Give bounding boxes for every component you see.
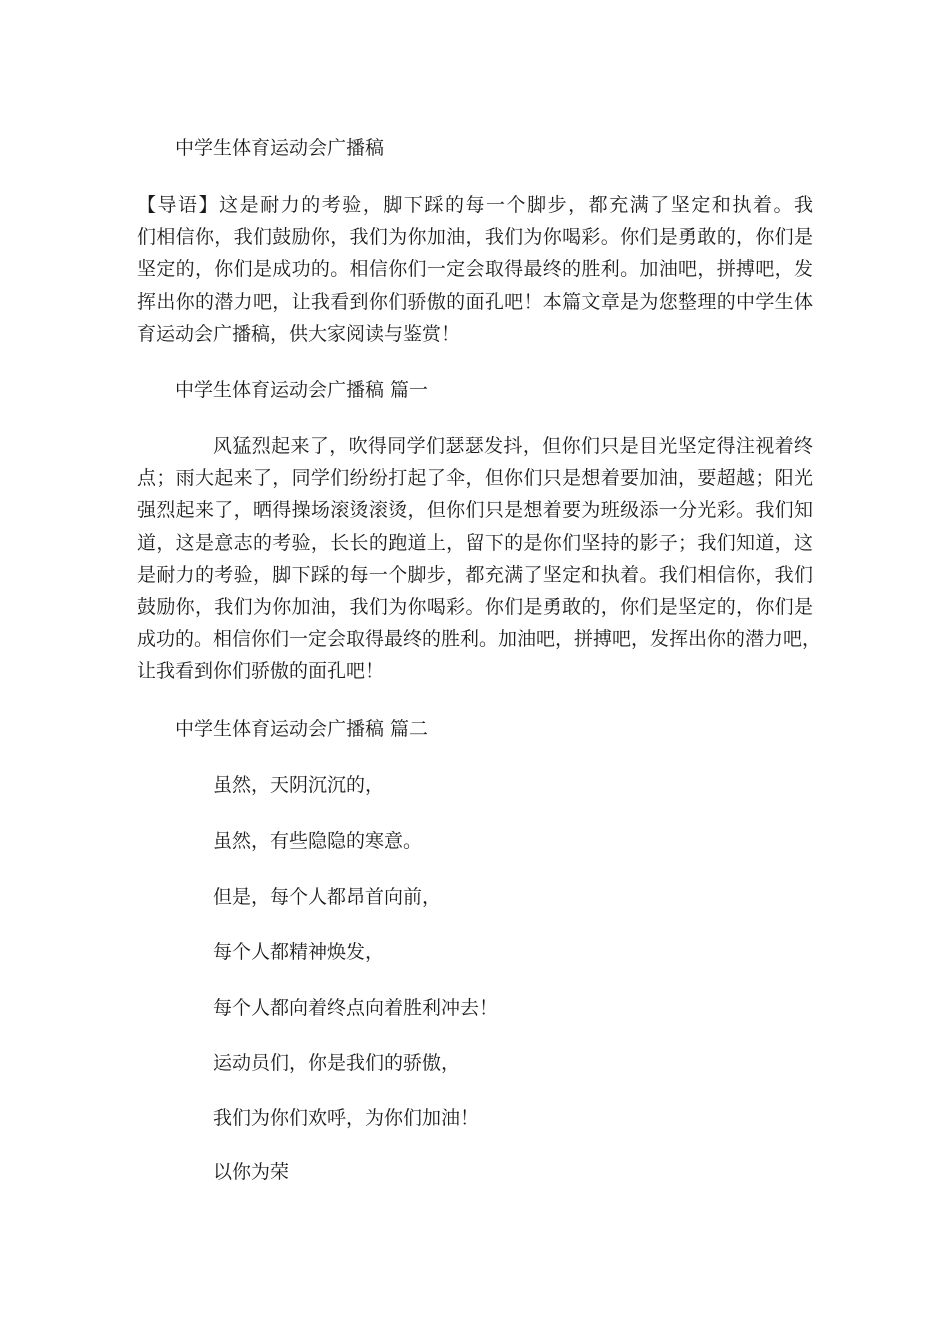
section1-line: 风猛烈起来了，吹得同学们瑟瑟发抖，但你们只是目光坚定得注视着终 [213,435,813,457]
intro-line: 们相信你，我们鼓励你，我们为你加油，我们为你喝彩。你们是勇敢的，你们是 [137,226,813,249]
section1-line: 让我看到你们骄傲的面孔吧！ [137,660,385,683]
section1-line: 点；雨大起来了，同学们纷纷打起了伞，但你们只是想着要加油，要超越；阳光 [137,467,813,490]
verse-line: 每个人都精神焕发， [213,941,385,963]
verse-line: 以你为荣 [213,1161,290,1183]
section1-line: 鼓励你，我们为你加油，我们为你喝彩。你们是勇敢的，你们是坚定的，你们是 [137,595,813,618]
verse-line: 但是，每个人都昂首向前， [213,886,442,908]
section1-line: 道，这是意志的考验，长长的跑道上，留下的是你们坚持的影子；我们知道，这 [137,531,813,554]
intro-line: 挥出你的潜力吧，让我看到你们骄傲的面孔吧！本篇文章是为您整理的中学生体 [137,290,813,313]
section1-heading: 中学生体育运动会广播稿 篇一 [175,379,429,401]
section1-line: 成功的。相信你们一定会取得最终的胜利。加油吧，拼搏吧，发挥出你的潜力吧， [137,628,822,651]
verse-line: 虽然，天阴沉沉的， [213,774,385,796]
intro-line: 坚定的，你们是成功的。相信你们一定会取得最终的胜利。加油吧，拼搏吧，发 [137,258,813,281]
section1-paragraph [137,430,822,688]
intro-paragraph [137,189,813,350]
intro-line: 育运动会广播稿，供大家阅读与鉴赏！ [137,322,461,345]
section1-line: 是耐力的考验，脚下踩的每一个脚步，都充满了坚定和执着。我们相信你，我们 [137,563,813,586]
intro-line: 【导语】这是耐力的考验，脚下踩的每一个脚步，都充满了坚定和执着。我 [137,194,813,216]
section1-line: 强烈起来了，晒得操场滚烫滚烫，但你们只是想着要为班级添一分光彩。我们知 [137,499,813,522]
verse-line: 运动员们，你是我们的骄傲， [213,1052,461,1074]
verse-line: 虽然，有些隐隐的寒意。 [213,830,423,852]
verse-line: 每个人都向着终点向着胜利冲去！ [213,997,499,1019]
section2-heading: 中学生体育运动会广播稿 篇二 [175,718,429,740]
document-title: 中学生体育运动会广播稿 [175,137,385,159]
verse-line: 我们为你们欢呼，为你们加油！ [213,1107,480,1129]
